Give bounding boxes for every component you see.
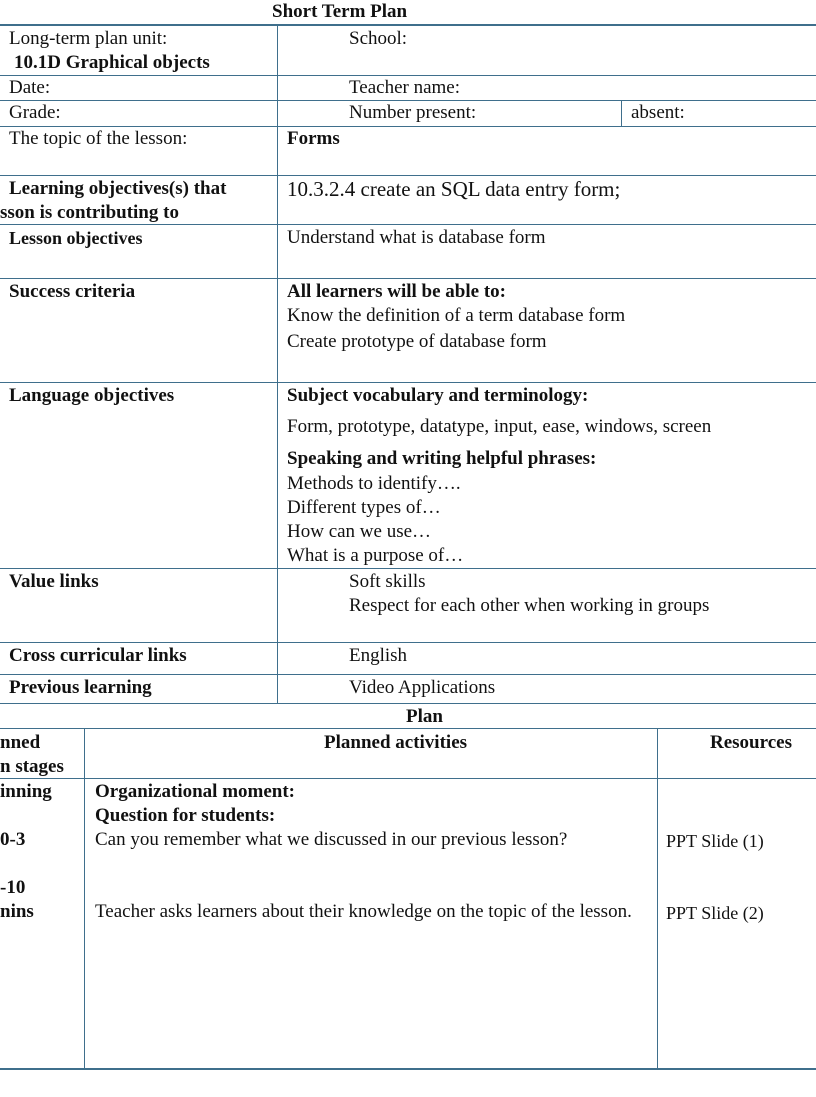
question-heading: Question for students: — [95, 805, 276, 826]
phrase-item: Methods to identify…. — [287, 473, 461, 494]
plan-table-bottom — [0, 1068, 816, 1070]
plan-column-divider — [657, 729, 658, 1069]
plan-title: Plan — [406, 706, 443, 727]
topic-value: Forms — [287, 128, 340, 149]
row-divider — [0, 642, 816, 643]
planned-activities-header: Planned activities — [324, 732, 468, 753]
phrase-item: How can we use… — [287, 521, 432, 542]
column-divider — [621, 100, 622, 126]
resource-item: PPT Slide (2) — [666, 903, 764, 923]
cross-curricular-value: English — [349, 645, 408, 666]
success-item: Know the definition of a term database form — [287, 305, 626, 326]
long-term-unit-label: Long-term plan unit: — [9, 28, 168, 49]
topic-label: The topic of the lesson: — [9, 128, 188, 149]
row-divider — [0, 674, 816, 675]
question-text: Can you remember what we discussed in our previous lesson? — [95, 829, 568, 850]
language-objectives-label: Language objectives — [9, 385, 175, 406]
previous-learning-label: Previous learning — [9, 677, 152, 698]
absent-label: absent: — [631, 102, 685, 123]
cross-curricular-label: Cross curricular links — [9, 645, 187, 666]
date-label: Date: — [9, 77, 51, 98]
lesson-objectives-value: Understand what is database form — [287, 227, 546, 248]
plan-header-divider — [0, 778, 816, 779]
success-heading: All learners will be able to: — [287, 281, 506, 302]
phrase-item: What is a purpose of… — [287, 545, 464, 566]
value-item: Respect for each other when working in groups — [349, 595, 710, 616]
stage-time: 0-3 — [0, 829, 26, 850]
long-term-unit-value: 10.1D Graphical objects — [14, 52, 210, 73]
page-title: Short Term Plan — [272, 1, 408, 22]
phrase-item: Different types of… — [287, 497, 441, 518]
resources-header: Resources — [710, 732, 792, 753]
number-present-label: Number present: — [349, 102, 477, 123]
success-criteria-label: Success criteria — [9, 281, 136, 302]
column-divider — [277, 25, 278, 703]
value-links-label: Value links — [9, 571, 99, 592]
plan-table-top — [0, 728, 816, 729]
table-border-bottom — [0, 703, 816, 704]
plan-stages-header: nned — [0, 732, 41, 753]
teacher-asks-text: Teacher asks learners about their knowledge on the topic of the lesson. — [95, 901, 632, 922]
teacher-name-label: Teacher name: — [349, 77, 461, 98]
phrases-heading: Speaking and writing helpful phrases: — [287, 448, 597, 469]
row-divider — [0, 278, 816, 279]
plan-column-divider — [84, 729, 85, 1069]
organizational-moment: Organizational moment: — [95, 781, 296, 802]
vocabulary-heading: Subject vocabulary and terminology: — [287, 385, 589, 406]
row-divider — [0, 382, 816, 383]
learning-objectives-value: 10.3.2.4 create an SQL data entry form; — [287, 177, 621, 201]
previous-learning-value: Video Applications — [349, 677, 496, 698]
lesson-objectives-label: Lesson objectives — [9, 228, 143, 248]
value-item: Soft skills — [349, 571, 426, 592]
success-item: Create prototype of database form — [287, 331, 547, 352]
stage-time: -10 — [0, 877, 26, 898]
row-divider — [0, 175, 816, 176]
resource-item: PPT Slide (1) — [666, 831, 764, 851]
vocabulary-value: Form, prototype, datatype, input, ease, windows, screen — [287, 416, 712, 437]
table-border-top — [0, 24, 816, 26]
learning-objectives-label: Learning objectives(s) that — [9, 178, 227, 199]
learning-objectives-label-cont: sson is contributing to — [0, 202, 179, 223]
grade-label: Grade: — [9, 102, 61, 123]
school-label: School: — [349, 28, 408, 49]
stage-time-unit: nins — [0, 901, 34, 922]
plan-stages-header-cont: n stages — [0, 756, 64, 777]
row-divider — [0, 568, 816, 569]
stage-label: inning — [0, 781, 52, 802]
